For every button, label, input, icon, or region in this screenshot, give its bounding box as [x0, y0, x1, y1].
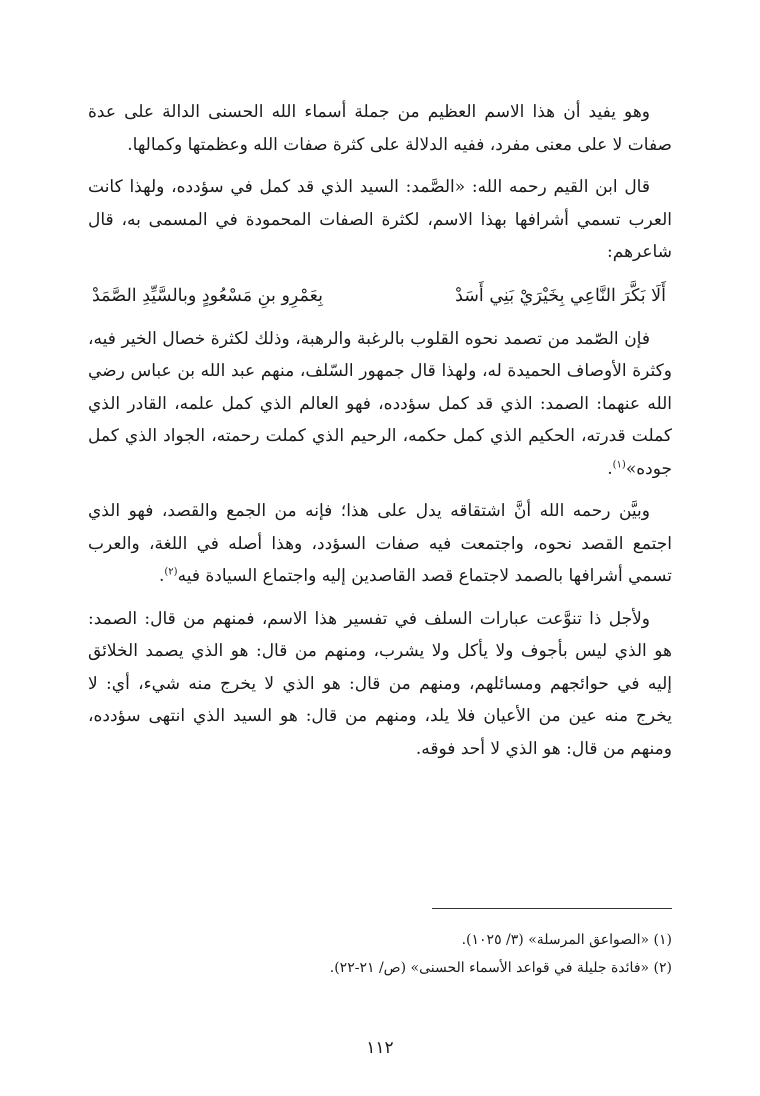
paragraph-1 — [88, 96, 672, 161]
paragraph-5-text: ولأجل ذا تنوَّعت عبارات السلف في تفسير هذا الاسم، فمنهم من قال: الصمد: هو الذي ليس بأجوف ولا يأكل ولا يشرب، ومنهم من قال: هو الذي يصمد الخلائق إليه في حوائجهم ومسائلهم، ومنهم من قال: هو الذي لا يخرج منه شيء، أي: لا يخرج منه عين من الأعيان فلا يلد، ومنهم من قال: هو السيد الذي انتهى سؤدده، ومنهم من قال: هو الذي لا أحد فوقه. — [88, 608, 672, 759]
footnotes — [88, 926, 672, 982]
poetry-verse — [88, 279, 672, 313]
footnote-divider — [432, 908, 672, 909]
paragraph-3-text: فإن الصّمد من تصمد نحوه القلوب بالرغبة والرهبة، وذلك لكثرة خصال الخير فيه، وكثرة الأوصاف الحميدة له، ولهذا قال جمهور السّلف، منهم عبد الله بن عباس رضي الله عنهما: الصمد: الذي قد كمل سؤدده، فهو العالم الذي كمل علمه، القادر الذي كملت قدرته، الحكيم الذي كمل حكمه، الرحيم الذي كملت رحمته، الجواد الذي كمل جوده» — [88, 328, 672, 479]
paragraph-3-end: . — [607, 458, 613, 479]
paragraph-1-text: وهو يفيد أن هذا الاسم العظيم من جملة أسماء الله الحسنى الدالة على عدة صفات لا على معنى مفرد، ففيه الدلالة على كثرة صفات الله وعظمتها وكمالها. — [88, 102, 672, 155]
page-body — [88, 96, 672, 775]
paragraph-4 — [88, 495, 672, 593]
footnote-ref-2[interactable]: (٢) — [164, 566, 178, 578]
paragraph-5 — [88, 603, 672, 766]
paragraph-2-text: قال ابن القيم رحمه الله: «الصَّمد: السيد الذي قد كمل في سؤدده، ولهذا كانت العرب تسمي أشرافها بهذا الاسم، لكثرة الصفات المحمودة في المسمى به، قال شاعرهم: — [88, 177, 672, 262]
paragraph-4-text: وبيَّن رحمه الله أنَّ اشتقاقه يدل على هذا؛ فإنه من الجمع والقصد، فهو الذي اجتمع القصد نحوه، واجتمعت فيه صفات السؤدد، وهذا أصله في اللغة، والعرب تسمي أشرافها بالصمد لاجتماع قصد القاصدين إليه واجتماع السيادة فيه — [88, 501, 672, 586]
verse-first-hemistich: أَلَا بَكَّرَ النَّاعِي بِخَيْرَيْ بَنِي أَسَدْ — [455, 285, 666, 306]
page-number: ١١٢ — [366, 1038, 394, 1058]
paragraph-2 — [88, 171, 672, 269]
verse-second-hemistich: بِعَمْرِو بنِ مَسْعُودٍ وبالسَّيِّدِ الصَّمَدْ — [92, 285, 323, 306]
footnote-ref-1[interactable]: (١) — [612, 458, 626, 470]
footnote-1: (١) «الصواعق المرسلة» (٣/ ١٠٢٥). — [461, 932, 672, 948]
footnote-2: (٢) «فائدة جليلة في قواعد الأسماء الحسنى» (ص/ ٢١-٢٢). — [329, 960, 672, 976]
paragraph-4-end: . — [158, 566, 165, 586]
paragraph-3 — [88, 323, 672, 486]
